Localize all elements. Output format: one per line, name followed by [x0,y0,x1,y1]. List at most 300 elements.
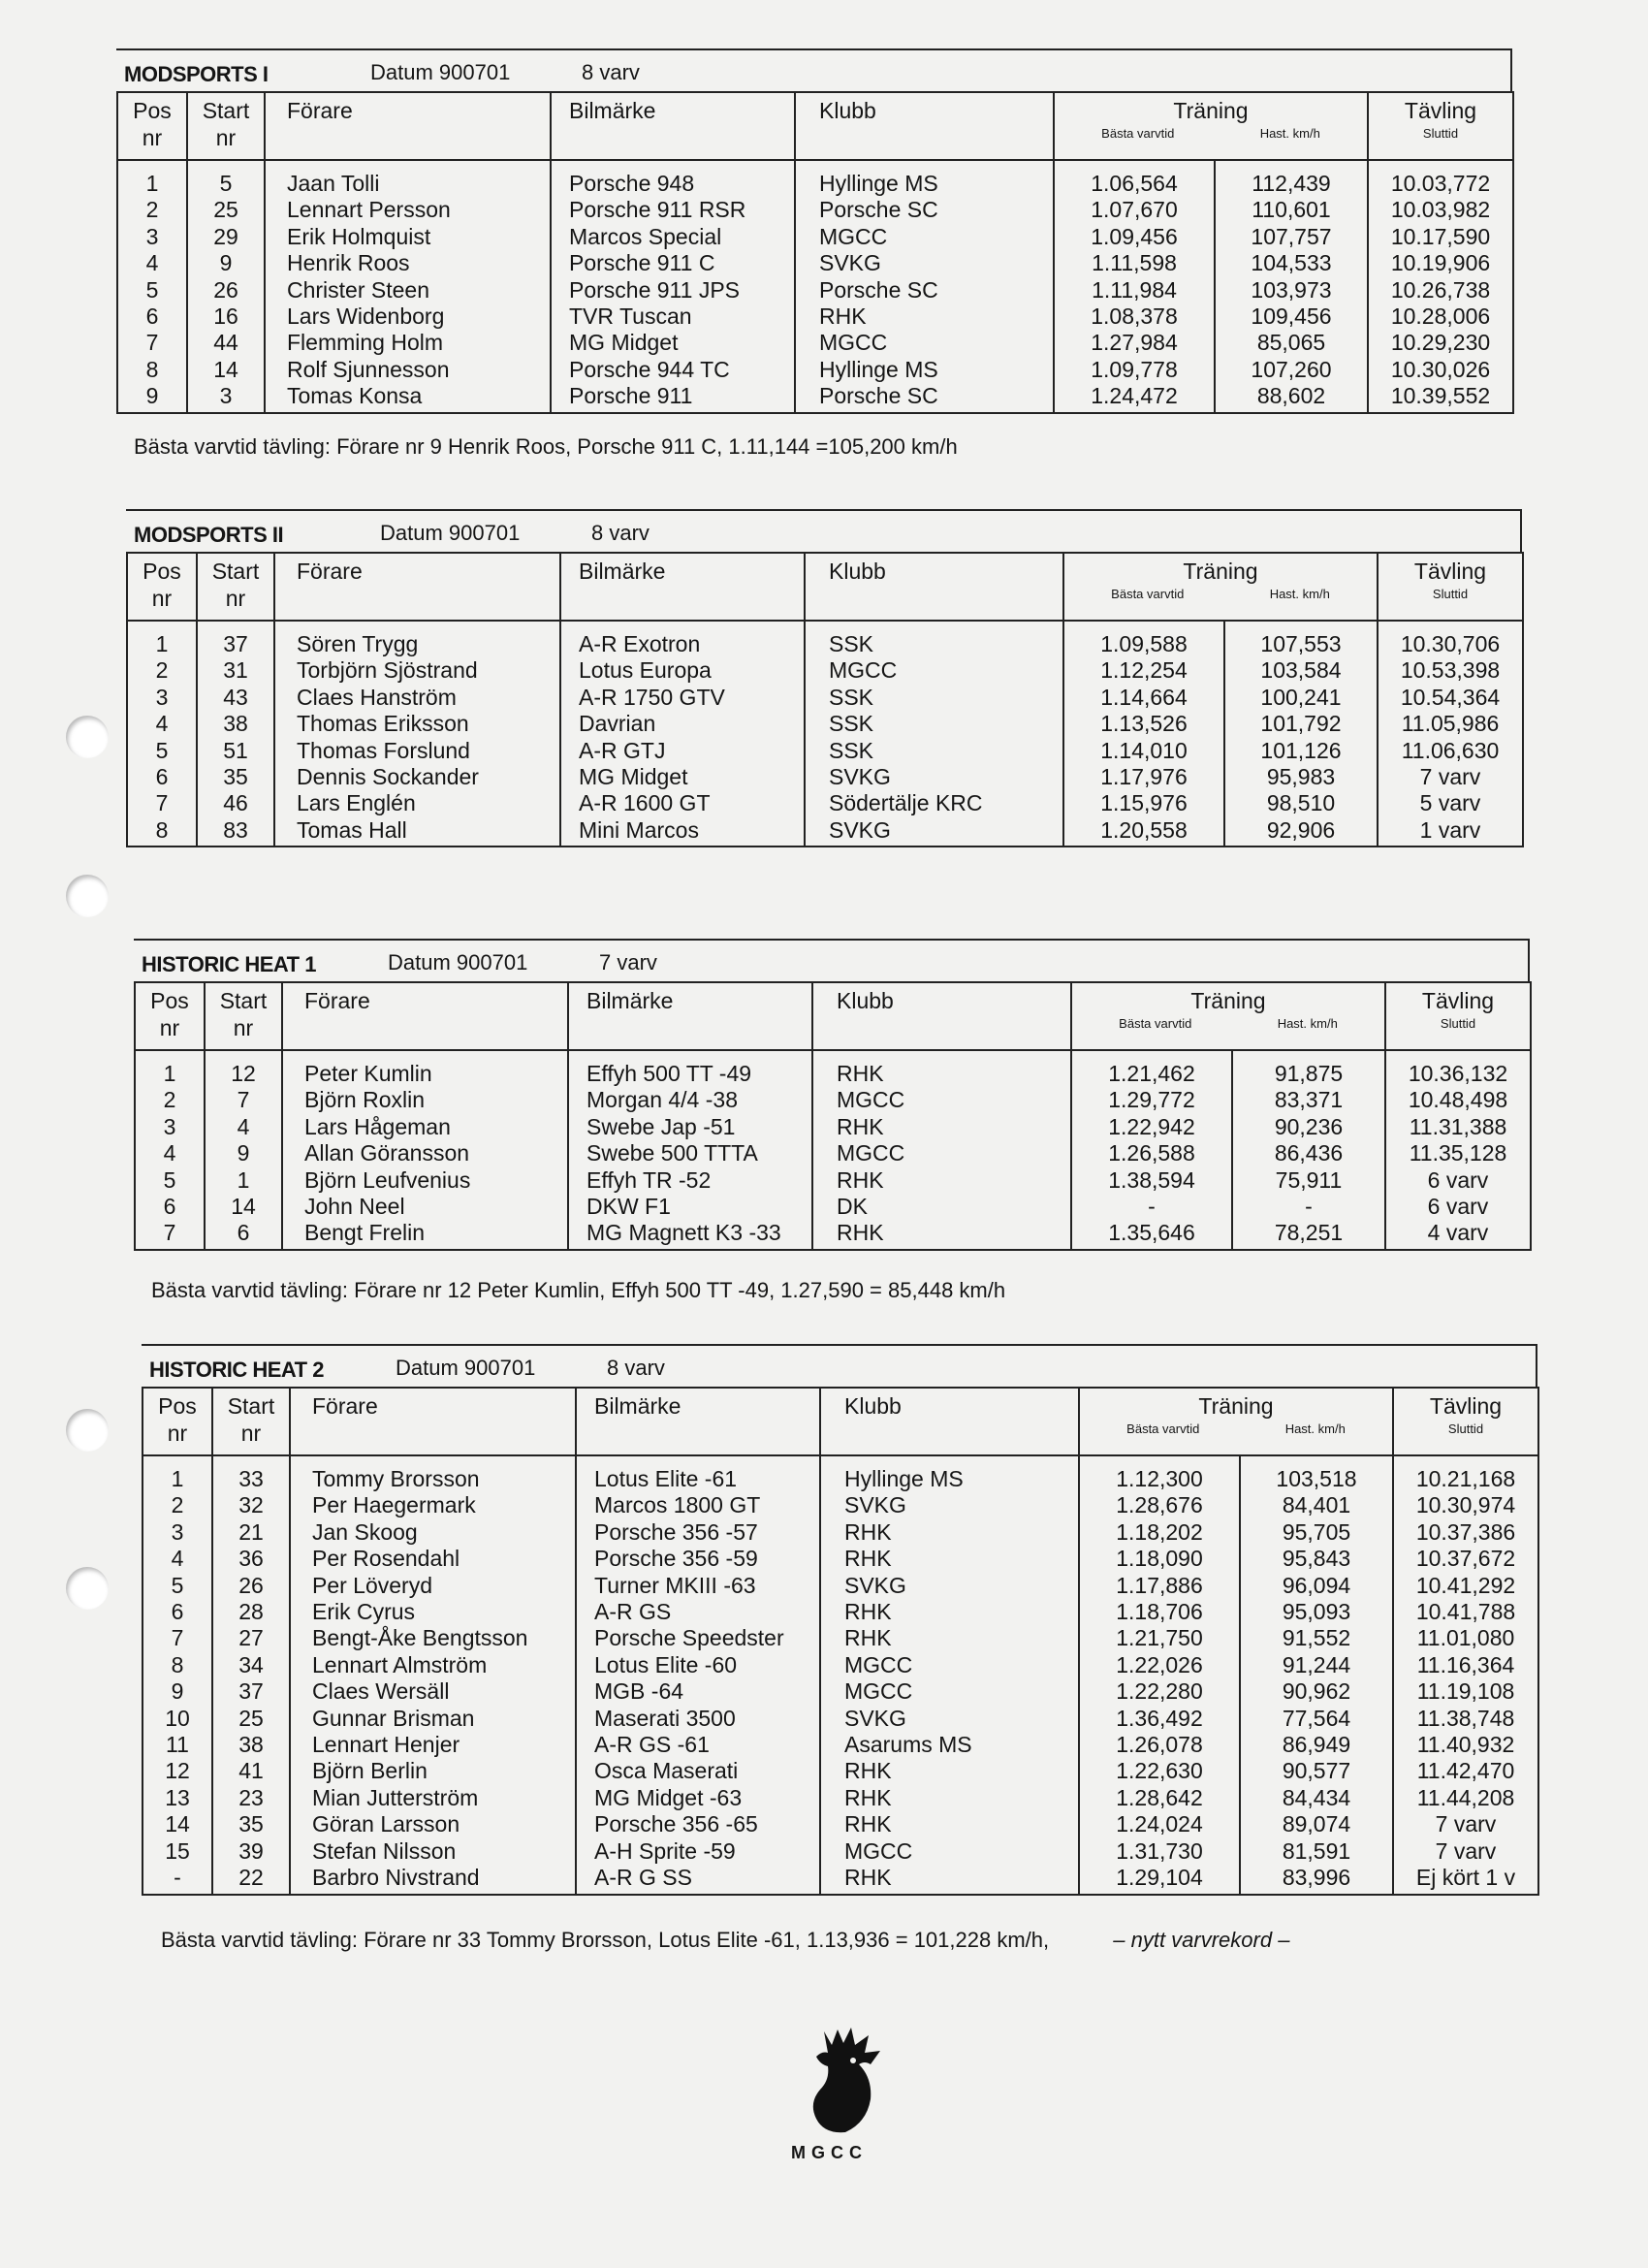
driver-cell: Rolf Sjunnesson [265,357,551,383]
col-driver: Förare [274,553,560,621]
car-cell: Porsche Speedster [576,1625,820,1651]
final-time-cell: 10.03,982 [1368,197,1513,223]
final-time-cell: 1 varv [1378,817,1523,847]
car-cell: Porsche 356 -65 [576,1811,820,1837]
pos-cell: 6 [135,1194,205,1220]
driver-cell: Bengt-Åke Bengtsson [290,1625,576,1651]
section-header [134,939,1515,983]
best-lap-cell: 1.21,462 [1071,1050,1232,1087]
club-cell: RHK [820,1785,1079,1811]
club-cell: SVKG [805,764,1063,790]
speed-cell: 101,792 [1224,711,1378,737]
speed-cell: 83,996 [1240,1865,1393,1894]
club-cell: MGCC [795,224,1054,250]
speed-cell: 104,533 [1215,250,1368,276]
results-table [116,91,1514,414]
start-cell: 26 [212,1573,290,1599]
start-cell: 83 [197,817,274,847]
club-cell: RHK [820,1519,1079,1546]
club-cell: SVKG [795,250,1054,276]
club-cell: Hyllinge MS [820,1455,1079,1492]
footnote-historic-heat-2 [161,1928,1289,1953]
club-cell: RHK [812,1167,1071,1194]
car-cell: Lotus Elite -60 [576,1652,820,1678]
start-cell: 32 [212,1492,290,1518]
club-cell: SSK [805,621,1063,657]
best-lap-cell: 1.29,104 [1079,1865,1240,1894]
car-cell: Porsche 356 -57 [576,1519,820,1546]
speed-cell: 81,591 [1240,1838,1393,1865]
final-time-cell: 10.30,026 [1368,357,1513,383]
club-cell: SVKG [820,1706,1079,1732]
col-pos: Pos nr [117,92,187,160]
speed-cell: 84,401 [1240,1492,1393,1518]
col-driver: Förare [265,92,551,160]
club-cell: SVKG [820,1492,1079,1518]
best-lap-cell: 1.35,646 [1071,1220,1232,1249]
driver-cell: Mian Jutterström [290,1785,576,1811]
car-cell: MG Midget -63 [576,1785,820,1811]
driver-cell: Peter Kumlin [282,1050,568,1087]
best-lap-cell: 1.07,670 [1054,197,1215,223]
driver-cell: Per Haegermark [290,1492,576,1518]
start-cell: 43 [197,685,274,711]
col-car: Bilmärke [576,1388,820,1455]
car-cell: A-R GS -61 [576,1732,820,1758]
speed-cell: 110,601 [1215,197,1368,223]
club-cell: Porsche SC [795,383,1054,412]
final-time-cell: 11.19,108 [1393,1678,1538,1705]
col-club: Klubb [812,982,1071,1050]
car-cell: Osca Maserati [576,1758,820,1784]
col-pos: Pos nr [143,1388,212,1455]
speed-cell: 98,510 [1224,790,1378,816]
final-time-cell: 10.41,292 [1393,1573,1538,1599]
final-time-cell: 10.29,230 [1368,330,1513,356]
speed-cell: 91,552 [1240,1625,1393,1651]
final-time-cell: 10.21,168 [1393,1455,1538,1492]
speed-cell: 112,439 [1215,160,1368,197]
pos-cell: 5 [135,1167,205,1194]
pos-cell: 7 [135,1220,205,1249]
driver-cell: Tomas Hall [274,817,560,847]
best-lap-cell: - [1071,1194,1232,1220]
pos-cell: 2 [143,1492,212,1518]
best-lap-cell: 1.24,472 [1054,383,1215,412]
best-lap-cell: 1.29,772 [1071,1087,1232,1113]
section-title: HISTORIC HEAT 2 [149,1358,324,1382]
start-cell: 12 [205,1050,282,1087]
section-header [142,1344,1523,1389]
start-cell: 16 [187,303,265,330]
speed-cell: 86,949 [1240,1732,1393,1758]
driver-cell: Göran Larsson [290,1811,576,1837]
table-row [117,357,1513,383]
best-lap-cell: 1.22,630 [1079,1758,1240,1784]
speed-cell: 95,705 [1240,1519,1393,1546]
club-cell: Hyllinge MS [795,160,1054,197]
col-training: Träning Bästa varvtid Hast. km/h [1063,553,1378,621]
footnote-modsports-1 [134,434,958,460]
pos-cell: 7 [143,1625,212,1651]
speed-cell: 95,093 [1240,1599,1393,1625]
club-cell: MGCC [795,330,1054,356]
driver-cell: Lars Englén [274,790,560,816]
car-cell: Morgan 4/4 -38 [568,1087,812,1113]
driver-cell: Thomas Forslund [274,738,560,764]
start-cell: 26 [187,277,265,303]
pos-cell: 6 [127,764,197,790]
driver-cell: Bengt Frelin [282,1220,568,1249]
punch-hole [66,875,109,917]
best-lap-cell: 1.18,202 [1079,1519,1240,1546]
table-row [143,1785,1538,1811]
club-cell: MGCC [820,1652,1079,1678]
car-cell: Porsche 356 -59 [576,1546,820,1572]
section-laps: 8 varv [607,1356,665,1380]
driver-cell: Björn Roxlin [282,1087,568,1113]
col-car: Bilmärke [568,982,812,1050]
speed-cell: 103,584 [1224,657,1378,684]
car-cell: Lotus Elite -61 [576,1455,820,1492]
speed-cell: 96,094 [1240,1573,1393,1599]
car-cell: MG Magnett K3 -33 [568,1220,812,1249]
final-time-cell: 10.53,398 [1378,657,1523,684]
col-pos: Pos nr [127,553,197,621]
punch-hole [66,1409,109,1452]
final-time-cell: Ej kört 1 v [1393,1865,1538,1894]
pos-cell: 13 [143,1785,212,1811]
driver-cell: Lennart Persson [265,197,551,223]
table-row [135,1140,1531,1166]
car-cell: Porsche 911 JPS [551,277,795,303]
speed-cell: 103,973 [1215,277,1368,303]
start-cell: 25 [187,197,265,223]
club-cell: Porsche SC [795,197,1054,223]
best-lap-cell: 1.31,730 [1079,1838,1240,1865]
start-cell: 38 [212,1732,290,1758]
car-cell: MG Midget [560,764,805,790]
pos-cell: 4 [117,250,187,276]
club-cell: RHK [812,1114,1071,1140]
start-cell: 51 [197,738,274,764]
best-lap-cell: 1.24,024 [1079,1811,1240,1837]
mgcc-logo-icon [795,2022,902,2138]
table-row [127,790,1523,816]
final-time-cell: 10.17,590 [1368,224,1513,250]
pos-cell: 1 [127,621,197,657]
final-time-cell: 5 varv [1378,790,1523,816]
final-time-cell: 10.41,788 [1393,1599,1538,1625]
col-start: Start nr [205,982,282,1050]
car-cell: Porsche 911 C [551,250,795,276]
start-cell: 27 [212,1625,290,1651]
club-cell: MGCC [820,1678,1079,1705]
final-time-cell: 4 varv [1385,1220,1531,1249]
best-lap-cell: 1.14,664 [1063,685,1224,711]
driver-cell: Christer Steen [265,277,551,303]
pos-cell: 1 [135,1050,205,1087]
best-lap-cell: 1.28,642 [1079,1785,1240,1811]
table-row [143,1758,1538,1784]
table-row [117,160,1513,197]
pos-cell: 2 [127,657,197,684]
start-cell: 21 [212,1519,290,1546]
table-row [143,1492,1538,1518]
pos-cell: 3 [127,685,197,711]
col-race: Tävling Sluttid [1368,92,1513,160]
pos-cell: 1 [143,1455,212,1492]
table-row [127,685,1523,711]
driver-cell: Claes Hanström [274,685,560,711]
start-cell: 33 [212,1455,290,1492]
driver-cell: Torbjörn Sjöstrand [274,657,560,684]
pos-cell: 8 [143,1652,212,1678]
pos-cell: 5 [127,738,197,764]
driver-cell: Tommy Brorsson [290,1455,576,1492]
final-time-cell: 10.26,738 [1368,277,1513,303]
table-row [117,197,1513,223]
car-cell: MGB -64 [576,1678,820,1705]
car-cell: A-H Sprite -59 [576,1838,820,1865]
pos-cell: - [143,1865,212,1894]
results-table [126,552,1524,847]
start-cell: 35 [212,1811,290,1837]
table-row [127,621,1523,657]
car-cell: Porsche 944 TC [551,357,795,383]
punch-hole [66,1567,109,1610]
pos-cell: 7 [127,790,197,816]
start-cell: 14 [205,1194,282,1220]
car-cell: TVR Tuscan [551,303,795,330]
col-car: Bilmärke [551,92,795,160]
col-training: Träning Bästa varvtid Hast. km/h [1054,92,1368,160]
punch-hole [66,716,109,758]
speed-cell: 89,074 [1240,1811,1393,1837]
footnote-text: Bästa varvtid tävling: Förare nr 12 Peter Kumlin, Effyh 500 TT -49, 1.27,590 = 85,448 km/h [151,1278,1006,1302]
col-start: Start nr [187,92,265,160]
club-cell: Södertälje KRC [805,790,1063,816]
table-row [117,277,1513,303]
start-cell: 25 [212,1706,290,1732]
start-cell: 44 [187,330,265,356]
club-cell: MGCC [805,657,1063,684]
speed-cell: 92,906 [1224,817,1378,847]
final-time-cell: 11.16,364 [1393,1652,1538,1678]
section-laps: 8 varv [582,60,640,84]
final-time-cell: 6 varv [1385,1167,1531,1194]
best-lap-cell: 1.06,564 [1054,160,1215,197]
col-driver: Förare [290,1388,576,1455]
final-time-cell: 10.30,706 [1378,621,1523,657]
table-row [143,1455,1538,1492]
driver-cell: Barbro Nivstrand [290,1865,576,1894]
table-row [143,1732,1538,1758]
speed-cell: 90,962 [1240,1678,1393,1705]
club-cell: RHK [820,1546,1079,1572]
start-cell: 29 [187,224,265,250]
best-lap-cell: 1.17,886 [1079,1573,1240,1599]
club-cell: RHK [812,1220,1071,1249]
table-row [135,1114,1531,1140]
col-race: Tävling Sluttid [1378,553,1523,621]
start-cell: 35 [197,764,274,790]
driver-cell: Thomas Eriksson [274,711,560,737]
speed-cell: 107,757 [1215,224,1368,250]
club-cell: SSK [805,685,1063,711]
speed-cell: 95,843 [1240,1546,1393,1572]
speed-cell: 78,251 [1232,1220,1385,1249]
club-cell: RHK [820,1625,1079,1651]
club-cell: RHK [812,1050,1071,1087]
speed-cell: 95,983 [1224,764,1378,790]
table-row [143,1865,1538,1894]
pos-cell: 3 [143,1519,212,1546]
start-cell: 14 [187,357,265,383]
pos-cell: 3 [135,1114,205,1140]
final-time-cell: 7 varv [1378,764,1523,790]
driver-cell: Per Rosendahl [290,1546,576,1572]
speed-cell: 100,241 [1224,685,1378,711]
start-cell: 31 [197,657,274,684]
best-lap-cell: 1.12,300 [1079,1455,1240,1492]
driver-cell: Lennart Henjer [290,1732,576,1758]
speed-cell: 91,244 [1240,1652,1393,1678]
pos-cell: 2 [117,197,187,223]
table-row [143,1546,1538,1572]
driver-cell: Stefan Nilsson [290,1838,576,1865]
driver-cell: Björn Berlin [290,1758,576,1784]
table-row [143,1573,1538,1599]
table-row [143,1599,1538,1625]
footnote-text: Bästa varvtid tävling: Förare nr 9 Henrik Roos, Porsche 911 C, 1.11,144 =105,200 km/h [134,434,958,459]
pos-cell: 4 [143,1546,212,1572]
car-cell: Turner MKIII -63 [576,1573,820,1599]
col-pos: Pos nr [135,982,205,1050]
best-lap-cell: 1.12,254 [1063,657,1224,684]
best-lap-cell: 1.15,976 [1063,790,1224,816]
speed-cell: 109,456 [1215,303,1368,330]
final-time-cell: 10.28,006 [1368,303,1513,330]
col-car: Bilmärke [560,553,805,621]
section-header [126,509,1507,554]
col-race: Tävling Sluttid [1385,982,1531,1050]
club-cell: MGCC [820,1838,1079,1865]
start-cell: 3 [187,383,265,412]
table-row [127,657,1523,684]
car-cell: Maserati 3500 [576,1706,820,1732]
col-training: Träning Bästa varvtid Hast. km/h [1071,982,1385,1050]
pos-cell: 9 [143,1678,212,1705]
table-row [135,1194,1531,1220]
car-cell: Davrian [560,711,805,737]
start-cell: 6 [205,1220,282,1249]
pos-cell: 3 [117,224,187,250]
club-cell: SSK [805,738,1063,764]
car-cell: A-R Exotron [560,621,805,657]
table-row [143,1706,1538,1732]
table-row [117,250,1513,276]
club-cell: MGCC [812,1140,1071,1166]
speed-cell: 83,371 [1232,1087,1385,1113]
club-cell: SVKG [820,1573,1079,1599]
final-time-cell: 10.19,906 [1368,250,1513,276]
best-lap-cell: 1.21,750 [1079,1625,1240,1651]
best-lap-cell: 1.20,558 [1063,817,1224,847]
speed-cell: - [1232,1194,1385,1220]
start-cell: 37 [212,1678,290,1705]
col-club: Klubb [805,553,1063,621]
final-time-cell: 10.30,974 [1393,1492,1538,1518]
table-row [135,1167,1531,1194]
table-row [135,1087,1531,1113]
col-training: Träning Bästa varvtid Hast. km/h [1079,1388,1393,1455]
speed-cell: 90,577 [1240,1758,1393,1784]
best-lap-cell: 1.09,588 [1063,621,1224,657]
col-race: Tävling Sluttid [1393,1388,1538,1455]
club-cell: Hyllinge MS [795,357,1054,383]
final-time-cell: 10.54,364 [1378,685,1523,711]
speed-cell: 91,875 [1232,1050,1385,1087]
best-lap-cell: 1.26,078 [1079,1732,1240,1758]
header-frame [1523,1344,1537,1387]
pos-cell: 6 [143,1599,212,1625]
final-time-cell: 10.03,772 [1368,160,1513,197]
speed-cell: 86,436 [1232,1140,1385,1166]
table-row [143,1838,1538,1865]
car-cell: Porsche 911 [551,383,795,412]
best-lap-cell: 1.18,706 [1079,1599,1240,1625]
start-cell: 9 [205,1140,282,1166]
driver-cell: Lennart Almström [290,1652,576,1678]
best-lap-cell: 1.22,280 [1079,1678,1240,1705]
final-time-cell: 11.38,748 [1393,1706,1538,1732]
best-lap-cell: 1.11,598 [1054,250,1215,276]
table-row [117,224,1513,250]
club-cell: Porsche SC [795,277,1054,303]
car-cell: Swebe Jap -51 [568,1114,812,1140]
start-cell: 37 [197,621,274,657]
footnote-historic-heat-1 [151,1278,1005,1303]
start-cell: 46 [197,790,274,816]
table-row [127,738,1523,764]
table-row [117,303,1513,330]
footnote-text: Bästa varvtid tävling: Förare nr 33 Tommy Brorsson, Lotus Elite -61, 1.13,936 = 101,228 km/h, [161,1928,1050,1952]
start-cell: 7 [205,1087,282,1113]
best-lap-cell: 1.17,976 [1063,764,1224,790]
table-row [143,1678,1538,1705]
pos-cell: 4 [135,1140,205,1166]
pos-cell: 14 [143,1811,212,1837]
pos-cell: 9 [117,383,187,412]
driver-cell: Claes Wersäll [290,1678,576,1705]
final-time-cell: 11.40,932 [1393,1732,1538,1758]
pos-cell: 5 [143,1573,212,1599]
best-lap-cell: 1.08,378 [1054,303,1215,330]
speed-cell: 103,518 [1240,1455,1393,1492]
club-cell: RHK [820,1758,1079,1784]
best-lap-cell: 1.13,526 [1063,711,1224,737]
section-title: HISTORIC HEAT 1 [142,952,316,976]
driver-cell: Jaan Tolli [265,160,551,197]
car-cell: A-R G SS [576,1865,820,1894]
header-frame [1498,48,1512,91]
final-time-cell: 11.01,080 [1393,1625,1538,1651]
car-cell: Porsche 948 [551,160,795,197]
final-time-cell: 11.05,986 [1378,711,1523,737]
col-driver: Förare [282,982,568,1050]
start-cell: 9 [187,250,265,276]
